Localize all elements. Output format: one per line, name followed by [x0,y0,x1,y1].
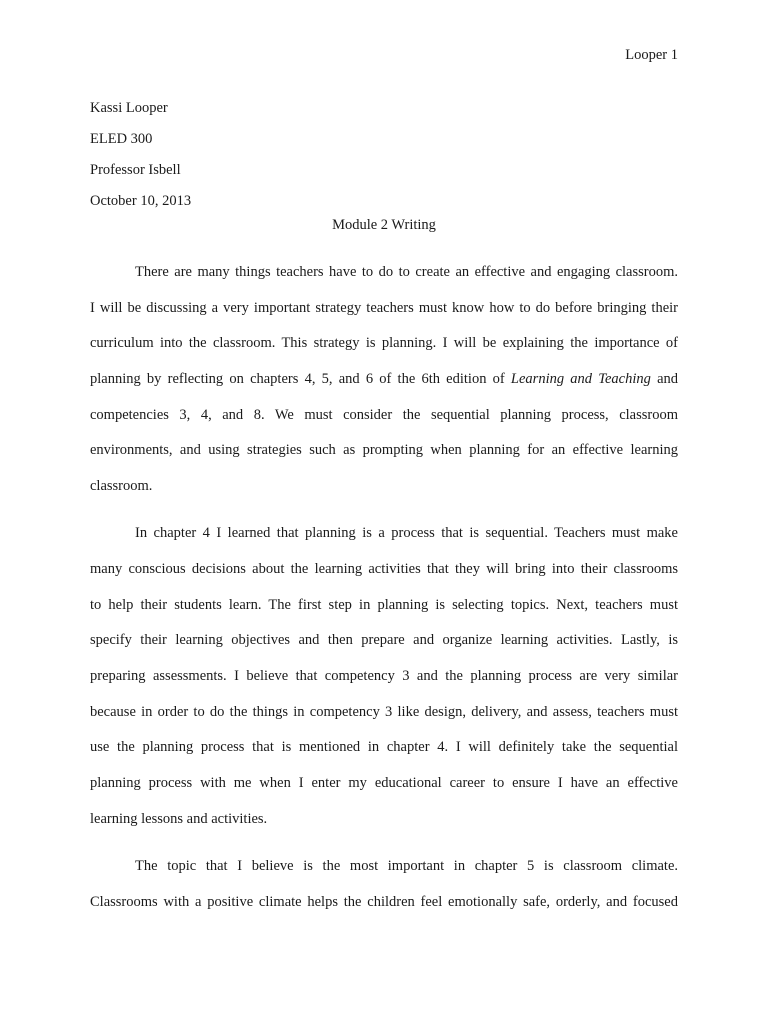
running-head: Looper 1 [625,47,678,63]
paragraph [90,262,678,512]
text-line-content: planning process with me when I enter my educational career to ensure I have an effective [90,775,678,792]
text-line-content: preparing assessments. I believe that competency 3 and the planning process are very similar [90,668,678,685]
author-name: Kassi Looper [90,100,168,116]
book-title-italic: Learning and Teaching [510,371,651,388]
text-line [90,369,678,405]
course-name: ELED 300 [90,131,153,147]
text-line [90,702,678,738]
text-line [90,666,678,702]
text-line [90,630,678,666]
text-segment: and [650,371,679,388]
text-line [90,440,678,476]
heading-block [90,93,678,217]
text-line [90,595,678,631]
text-line [90,333,678,369]
text-line-content: specify their learning objectives and then prepare and organize learning activities. Lastly, is [90,632,678,649]
text-line [90,405,678,441]
text-line-content: The topic that I believe is the most important in chapter 5 is classroom climate. [135,858,678,874]
text-line-content: use the planning process that is mentioned in chapter 4. I will definitely take the sequential [90,739,678,756]
text-line-content: curriculum into the classroom. This strategy is planning. I will be explaining the importance of [90,335,678,352]
text-line-content: to help their students learn. The first step in planning is selecting topics. Next, teachers must [90,596,678,613]
text-line-content [90,369,678,389]
text-line-content: many conscious decisions about the learning activities that they will bring into their classrooms [90,561,678,577]
text-line [90,892,678,928]
text-line-content: classroom. [90,478,153,495]
document-title: Module 2 Writing [332,217,436,233]
text-line-content: There are many things teachers have to do to create an effective and engaging classroom. [135,264,678,280]
text-line-content: competencies 3, 4, and 8. We must consider the sequential planning process, classroom [90,406,678,423]
text-line [90,476,678,512]
text-line-content: In chapter 4 I learned that planning is a process that is sequential. Teachers must make [135,525,678,542]
text-line-content: I will be discussing a very important strategy teachers must know how to do before bringing their [90,299,678,316]
text-line [90,773,678,809]
paragraph [90,523,678,844]
text-line [90,262,678,298]
text-line-content: Classrooms with a positive climate helps the children feel emotionally safe, orderly, and focused [90,893,678,910]
text-line [90,856,678,892]
document-date: October 10, 2013 [90,193,192,209]
instructor-name: Professor Isbell [90,162,181,178]
text-line [90,737,678,773]
text-line-content: because in order to do the things in competency 3 like design, delivery, and assess, teachers must [90,703,678,720]
text-line-content: environments, and using strategies such as prompting when planning for an effective learning [90,442,678,459]
text-line [90,523,678,559]
paragraph [90,856,678,927]
text-line [90,559,678,595]
text-line-content: learning lessons and activities. [90,810,268,827]
text-line [90,809,678,845]
text-line [90,298,678,334]
text-segment: planning by reflecting on chapters 4, 5, and 6 of the 6th edition of [90,371,511,388]
document-body [90,262,678,939]
